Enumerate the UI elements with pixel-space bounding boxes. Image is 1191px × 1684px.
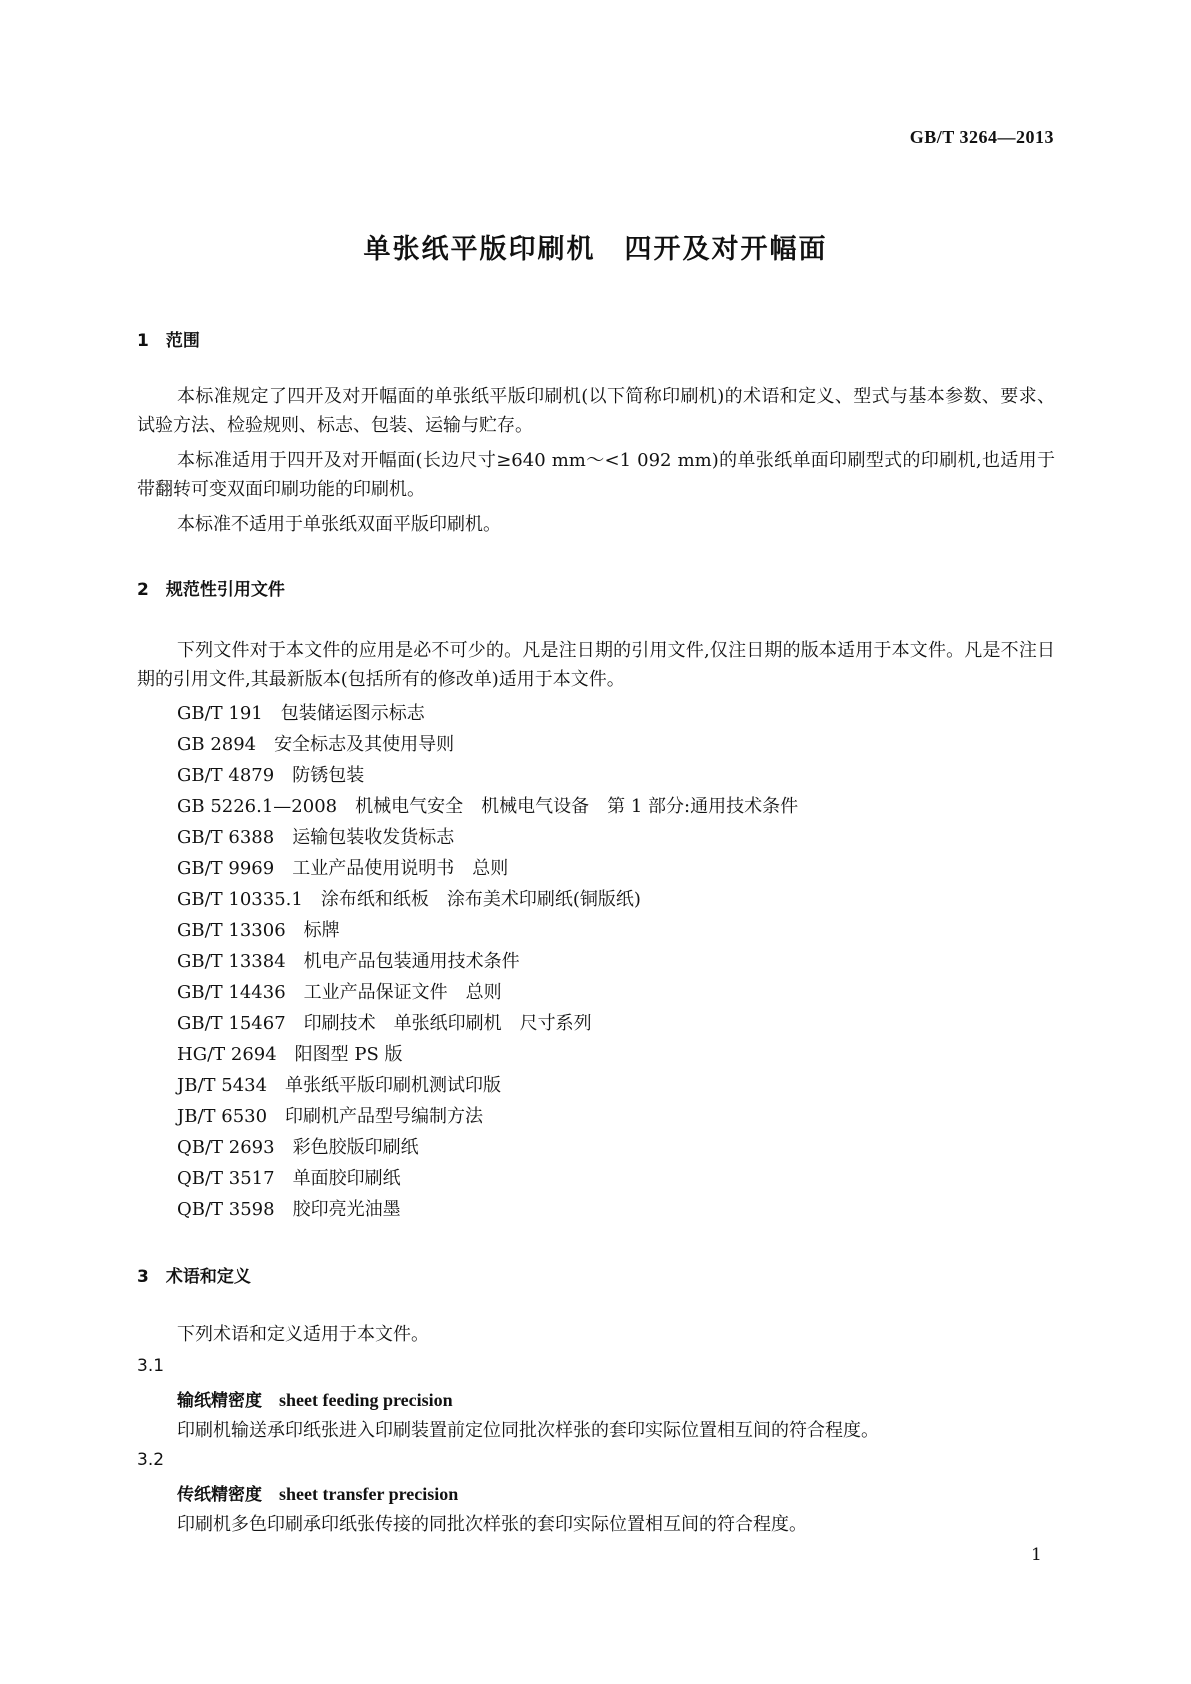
scope-paragraph: 本标准不适用于单张纸双面平版印刷机。 [177, 514, 501, 535]
reference-item: GB 2894 安全标志及其使用导则 [177, 734, 455, 755]
reference-item: GB 5226.1—2008 机械电气安全 机械电气设备 第 1 部分:通用技术条件 [177, 796, 799, 817]
term-name-zh: 输纸精密度 [177, 1391, 262, 1411]
term-name-zh: 传纸精密度 [177, 1485, 262, 1505]
reference-item: GB/T 15467 印刷技术 单张纸印刷机 尺寸系列 [177, 1013, 592, 1034]
document-code: GB/T 3264—2013 [909, 127, 1054, 147]
section-heading-scope: 1 范围 [137, 331, 200, 351]
reference-item: GB/T 4879 防锈包装 [177, 765, 365, 786]
term-name-en: sheet transfer precision [279, 1484, 459, 1504]
term-heading [177, 1386, 453, 1411]
reference-item: GB/T 10335.1 涂布纸和纸板 涂布美术印刷纸(铜版纸) [177, 889, 641, 910]
document-title: 单张纸平版印刷机 四开及对开幅面 [363, 234, 828, 265]
term-definition: 印刷机输送承印纸张进入印刷装置前定位同批次样张的套印实际位置相互间的符合程度。 [177, 1420, 879, 1441]
section-heading-normative-references: 2 规范性引用文件 [137, 580, 285, 600]
reference-item: GB/T 9969 工业产品使用说明书 总则 [177, 858, 509, 879]
page-number: 1 [1031, 1545, 1042, 1565]
scope-paragraph: 本标准适用于四开及对开幅面(长边尺寸≥640 mm～<1 092 mm)的单张纸单面印刷型式的印刷机,也适用于带翻转可变双面印刷功能的印刷机。 [137, 450, 1055, 500]
term-name-en: sheet feeding precision [279, 1390, 453, 1410]
section-heading-terms-and-definitions: 3 术语和定义 [137, 1267, 251, 1287]
reference-item: GB/T 191 包装储运图示标志 [177, 703, 425, 724]
term-heading [177, 1480, 458, 1505]
clause-number: 3.1 [137, 1356, 165, 1376]
reference-item: JB/T 5434 单张纸平版印刷机测试印版 [177, 1075, 502, 1096]
terms-intro-paragraph: 下列术语和定义适用于本文件。 [177, 1324, 429, 1345]
reference-item: JB/T 6530 印刷机产品型号编制方法 [177, 1106, 484, 1127]
reference-item: HG/T 2694 阳图型 PS 版 [177, 1044, 403, 1065]
reference-item: QB/T 2693 彩色胶版印刷纸 [177, 1137, 419, 1158]
scope-paragraph: 本标准规定了四开及对开幅面的单张纸平版印刷机(以下简称印刷机)的术语和定义、型式与基本参数、要求、试验方法、检验规则、标志、包装、运输与贮存。 [137, 386, 1055, 436]
reference-item: QB/T 3517 单面胶印刷纸 [177, 1168, 401, 1189]
term-definition: 印刷机多色印刷承印纸张传接的同批次样张的套印实际位置相互间的符合程度。 [177, 1514, 807, 1535]
reference-item: GB/T 13384 机电产品包装通用技术条件 [177, 951, 520, 972]
references-intro-paragraph: 下列文件对于本文件的应用是必不可少的。凡是注日期的引用文件,仅注日期的版本适用于本文件。凡是不注日期的引用文件,其最新版本(包括所有的修改单)适用于本文件。 [137, 640, 1055, 690]
reference-item: GB/T 6388 运输包装收发货标志 [177, 827, 455, 848]
reference-item: GB/T 13306 标牌 [177, 920, 340, 941]
reference-item: GB/T 14436 工业产品保证文件 总则 [177, 982, 502, 1003]
clause-number: 3.2 [137, 1450, 165, 1470]
reference-item: QB/T 3598 胶印亮光油墨 [177, 1199, 401, 1220]
reference-list [177, 698, 798, 1225]
